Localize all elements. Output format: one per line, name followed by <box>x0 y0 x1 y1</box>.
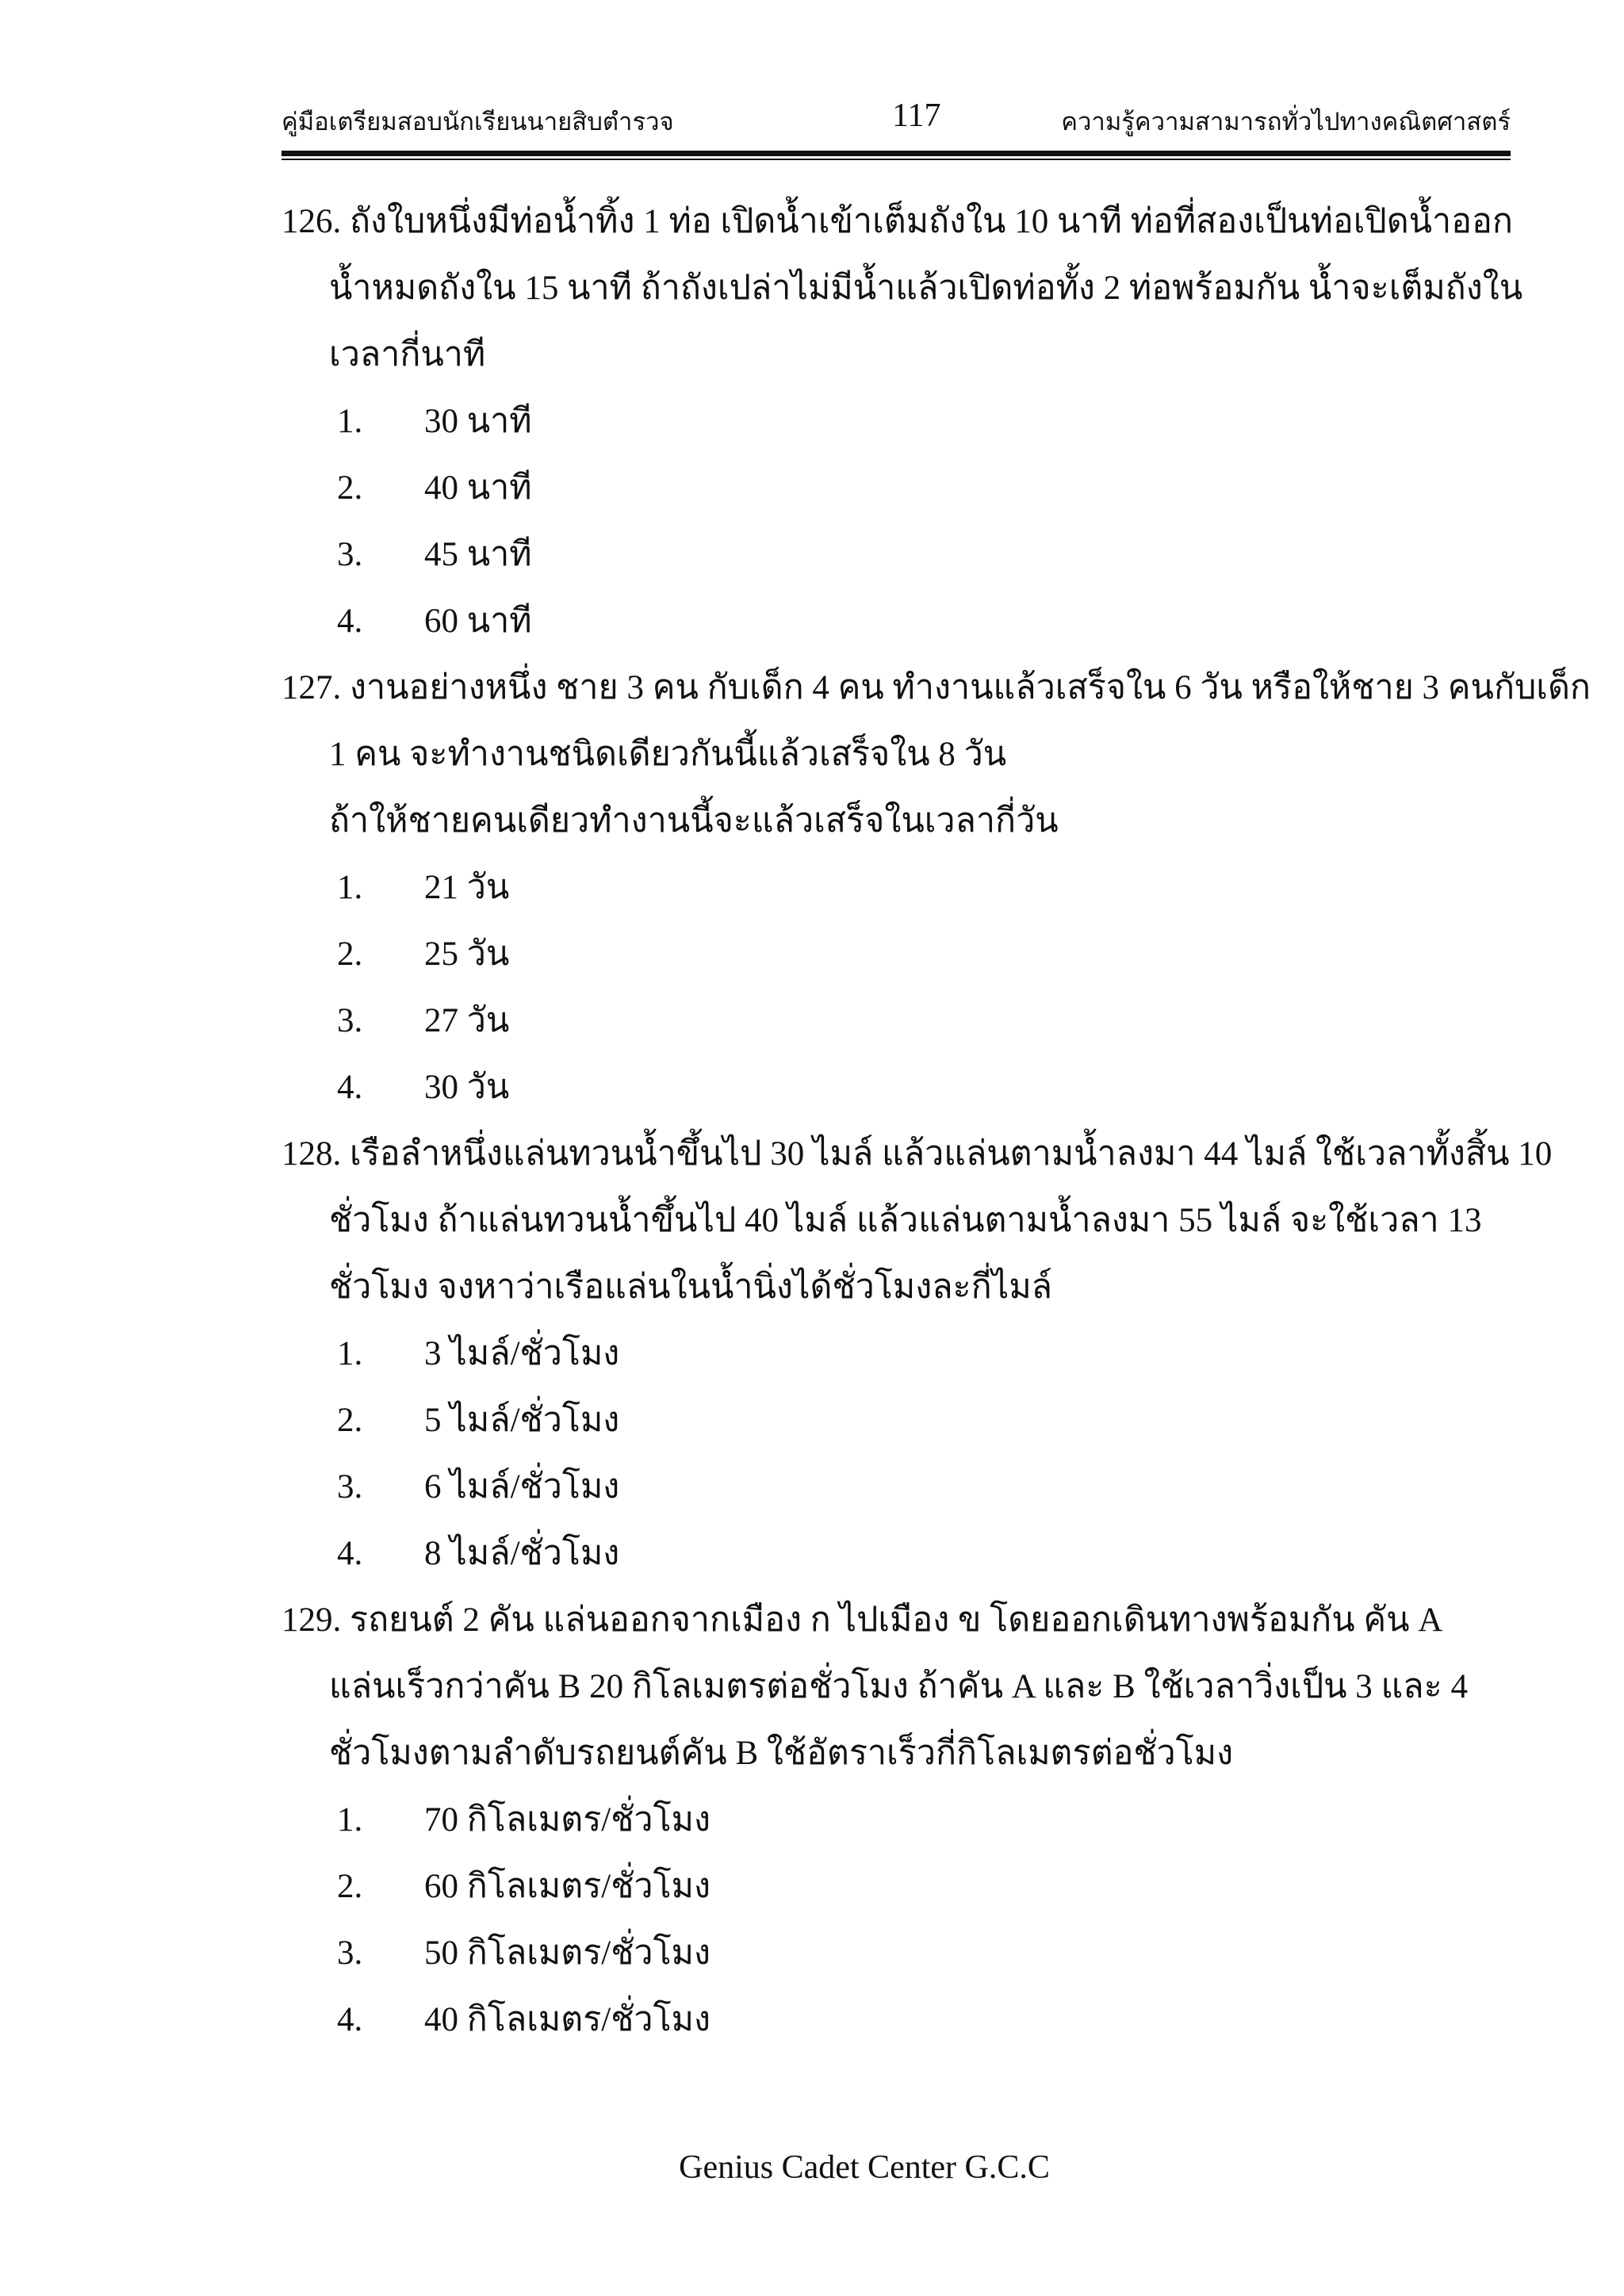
option-number: 3. <box>337 1468 363 1506</box>
answer-option <box>282 388 1519 455</box>
question-text-line: ชั่วโมง ถ้าแล่นทวนน้ำขึ้นไป 40 ไมล์ แล้วแล่นตามน้ำลงมา 55 ไมล์ จะใช้เวลา 13 <box>329 1202 1482 1239</box>
question-text-line: 129. รถยนต์ 2 คัน แล่นออกจากเมือง ก ไปเมือง ข โดยออกเดินทางพร้อมกัน คัน A <box>282 1601 1443 1639</box>
question-text-line: 1 คน จะทำงานชนิดเดียวกันนี้แล้วเสร็จใน 8 วัน <box>329 736 1007 773</box>
answer-option <box>282 1054 1519 1121</box>
question-text-line: น้ำหมดถังใน 15 นาที ถ้าถังเปล่าไม่มีน้ำแล้วเปิดท่อทั้ง 2 ท่อพร้อมกัน น้ำจะเต็มถังใน <box>329 270 1523 307</box>
question-text-line: 126. ถังใบหนึ่งมีท่อน้ำทิ้ง 1 ท่อ เปิดน้ำเข้าเต็มถังใน 10 นาที ท่อที่สองเป็นท่อเปิดน้ำออก <box>282 203 1513 240</box>
answer-option <box>282 921 1519 988</box>
question-text-line: แล่นเร็วกว่าคัน B 20 กิโลเมตรต่อชั่วโมง ถ้าคัน A และ B ใช้เวลาวิ่งเป็น 3 และ 4 <box>329 1668 1468 1705</box>
option-text: 5 ไมล์/ชั่วโมง <box>424 1402 620 1439</box>
question-text-line: 127. งานอย่างหนึ่ง ชาย 3 คน กับเด็ก 4 คน ทำงานแล้วเสร็จใน 6 วัน หรือให้ชาย 3 คนกับเด็ก <box>282 669 1591 706</box>
answer-option <box>282 1987 1519 2053</box>
page-header <box>282 98 1511 146</box>
option-number: 2. <box>337 1402 363 1439</box>
option-text: 21 วัน <box>424 869 510 906</box>
question-127 <box>282 655 1591 1121</box>
question-126 <box>282 189 1523 655</box>
option-text: 60 กิโลเมตร/ชั่วโมง <box>424 1868 711 1905</box>
option-number: 4. <box>337 1069 363 1106</box>
option-text: 40 กิโลเมตร/ชั่วโมง <box>424 2001 711 2038</box>
option-text: 3 ไมล์/ชั่วโมง <box>424 1335 620 1372</box>
option-number: 4. <box>337 2001 363 2038</box>
question-text-line: ชั่วโมงตามลำดับรถยนต์คัน B ใช้อัตราเร็วกี่กิโลเมตรต่อชั่วโมง <box>329 1735 1234 1772</box>
option-text: 6 ไมล์/ชั่วโมง <box>424 1468 620 1506</box>
answer-option <box>282 522 1519 588</box>
answer-option <box>282 1454 1519 1521</box>
option-number: 1. <box>337 403 363 440</box>
option-number: 3. <box>337 536 363 573</box>
question-text-line: ชั่วโมง จงหาว่าเรือแล่นในน้ำนิ่งได้ชั่วโมงละกี่ไมล์ <box>329 1269 1053 1306</box>
header-rule-thick <box>282 151 1511 156</box>
option-number: 2. <box>337 469 363 507</box>
answer-option <box>282 588 1519 655</box>
option-number: 3. <box>337 1934 363 1972</box>
answer-option <box>282 1521 1519 1587</box>
option-number: 2. <box>337 1868 363 1905</box>
option-number: 1. <box>337 1801 363 1839</box>
answer-option <box>282 1321 1519 1387</box>
question-128 <box>282 1121 1553 1587</box>
option-number: 2. <box>337 936 363 973</box>
option-text: 8 ไมล์/ชั่วโมง <box>424 1535 620 1572</box>
option-number: 4. <box>337 603 363 640</box>
question-text-line: 128. เรือลำหนึ่งแล่นทวนน้ำขึ้นไป 30 ไมล์ แล้วแล่นตามน้ำลงมา 44 ไมล์ ใช้เวลาทั้งสิ้น 10 <box>282 1135 1553 1173</box>
answer-option <box>282 1387 1519 1454</box>
option-text: 70 กิโลเมตร/ชั่วโมง <box>424 1801 711 1839</box>
page-number: 117 <box>892 98 941 134</box>
option-number: 3. <box>337 1002 363 1039</box>
option-text: 45 นาที <box>424 536 532 573</box>
option-text: 27 วัน <box>424 1002 510 1039</box>
option-text: 25 วัน <box>424 936 510 973</box>
option-number: 1. <box>337 869 363 906</box>
header-rule-thin <box>282 159 1511 160</box>
question-list <box>282 189 1591 2053</box>
question-text-line: ถ้าให้ชายคนเดียวทำงานนี้จะแล้วเสร็จในเวลากี่วัน <box>329 802 1059 840</box>
option-text: 30 นาที <box>424 403 532 440</box>
answer-option <box>282 1854 1519 1920</box>
option-text: 30 วัน <box>424 1069 510 1106</box>
header-section-title: ความรู้ความสามารถทั่วไปทางคณิตศาสตร์ <box>1061 108 1511 136</box>
answer-option <box>282 455 1519 522</box>
page-footer <box>0 2149 1624 2187</box>
footer-text: Genius Cadet Center G.C.C <box>679 2149 1050 2186</box>
question-text-line: เวลากี่นาที <box>329 336 486 373</box>
option-text: 60 นาที <box>424 603 532 640</box>
question-129 <box>282 1587 1519 2053</box>
answer-option <box>282 988 1519 1054</box>
option-number: 1. <box>337 1335 363 1372</box>
option-number: 4. <box>337 1535 363 1572</box>
answer-option <box>282 1920 1519 1987</box>
answer-option <box>282 1787 1519 1854</box>
option-text: 40 นาที <box>424 469 532 507</box>
header-book-title: คู่มือเตรียมสอบนักเรียนนายสิบตำรวจ <box>282 108 674 136</box>
answer-option <box>282 855 1519 921</box>
option-text: 50 กิโลเมตร/ชั่วโมง <box>424 1934 711 1972</box>
